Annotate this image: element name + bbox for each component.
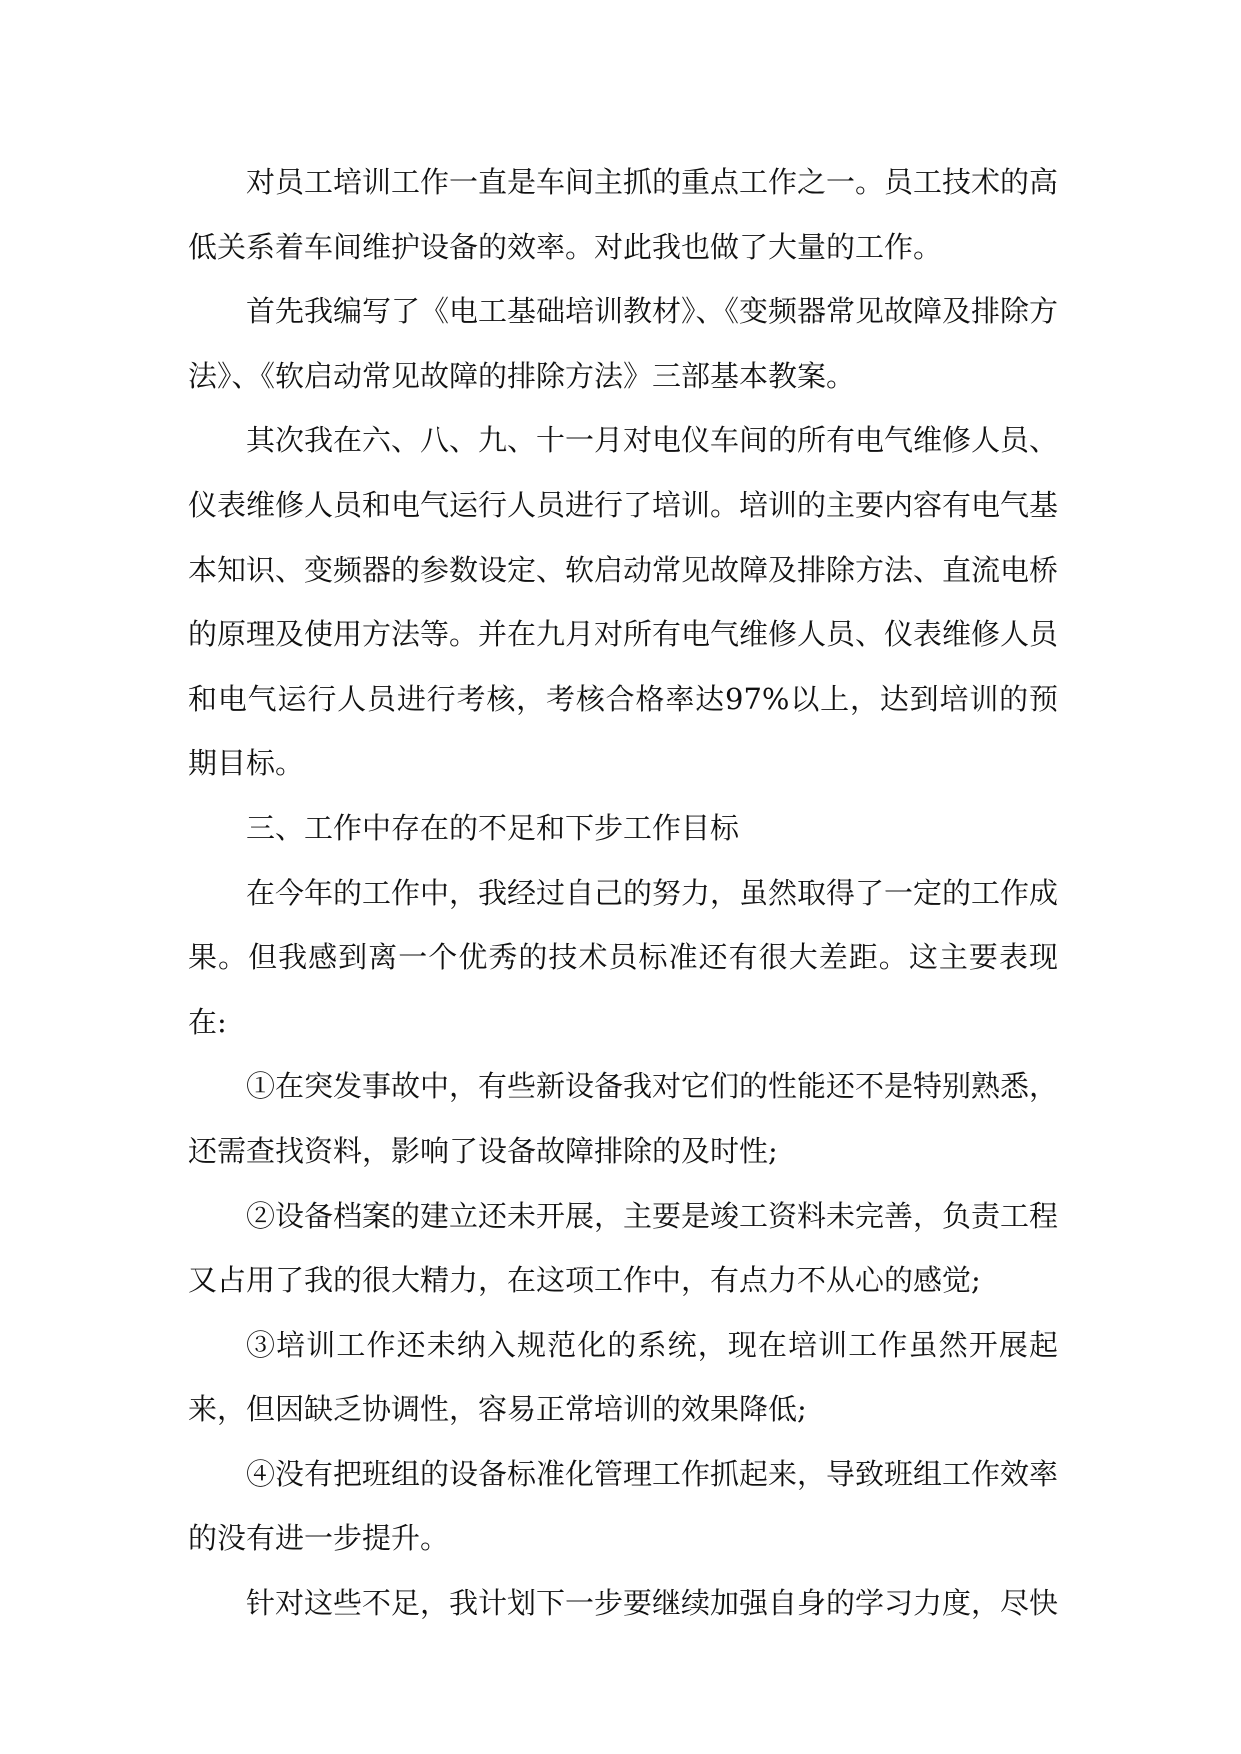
- list-item-shortcoming-2: ②设备档案的建立还未开展，主要是竣工资料未完善，负责工程又占用了我的很大精力，在这项工作中，有点力不从心的感觉;: [188, 1198, 1059, 1298]
- list-item-shortcoming-1: ①在突发事故中，有些新设备我对它们的性能还不是特别熟悉，还需查找资料，影响了设备故障排除的及时性;: [188, 1069, 1059, 1168]
- paragraph-training-sessions: 其次我在六、八、九、十一月对电仪车间的所有电气维修人员、仪表维修人员和电气运行人员进行了培训。培训的主要内容有电气基本知识、变频器的参数设定、软启动常见故障及排除方法、直流电桥的原理及使用方法等。并在九月对所有电气维修人员、仪表维修人员和电气运行人员进行考核，考核合格率达97%以上，达到培训的预期目标。: [188, 423, 1059, 781]
- list-item-shortcoming-4: ④没有把班组的设备标准化管理工作抓起来，导致班组工作效率的没有进一步提升。: [188, 1456, 1059, 1556]
- section-heading-shortcomings: 三、工作中存在的不足和下步工作目标: [246, 810, 740, 845]
- list-item-shortcoming-3: ③培训工作还未纳入规范化的系统，现在培训工作虽然开展起来，但因缺乏协调性，容易正常培训的效果降低;: [188, 1327, 1058, 1427]
- paragraph-training-intro: 对员工培训工作一直是车间主抓的重点工作之一。员工技术的高低关系着车间维护设备的效率。对此我也做了大量的工作。: [188, 165, 1059, 264]
- paragraph-shortcomings-intro: 在今年的工作中，我经过自己的努力，虽然取得了一定的工作成果。但我感到离一个优秀的技术员标准还有很大差距。这主要表现在:: [188, 875, 1059, 1039]
- document-body: [188, 150, 1058, 1636]
- paragraph-next-steps: 针对这些不足，我计划下一步要继续加强自身的学习力度，尽快: [246, 1586, 1059, 1621]
- paragraph-teaching-materials: 首先我编写了《电工基础培训教材》、《变频器常见故障及排除方法》、《软启动常见故障的排除方法》三部基本教案。: [188, 294, 1059, 393]
